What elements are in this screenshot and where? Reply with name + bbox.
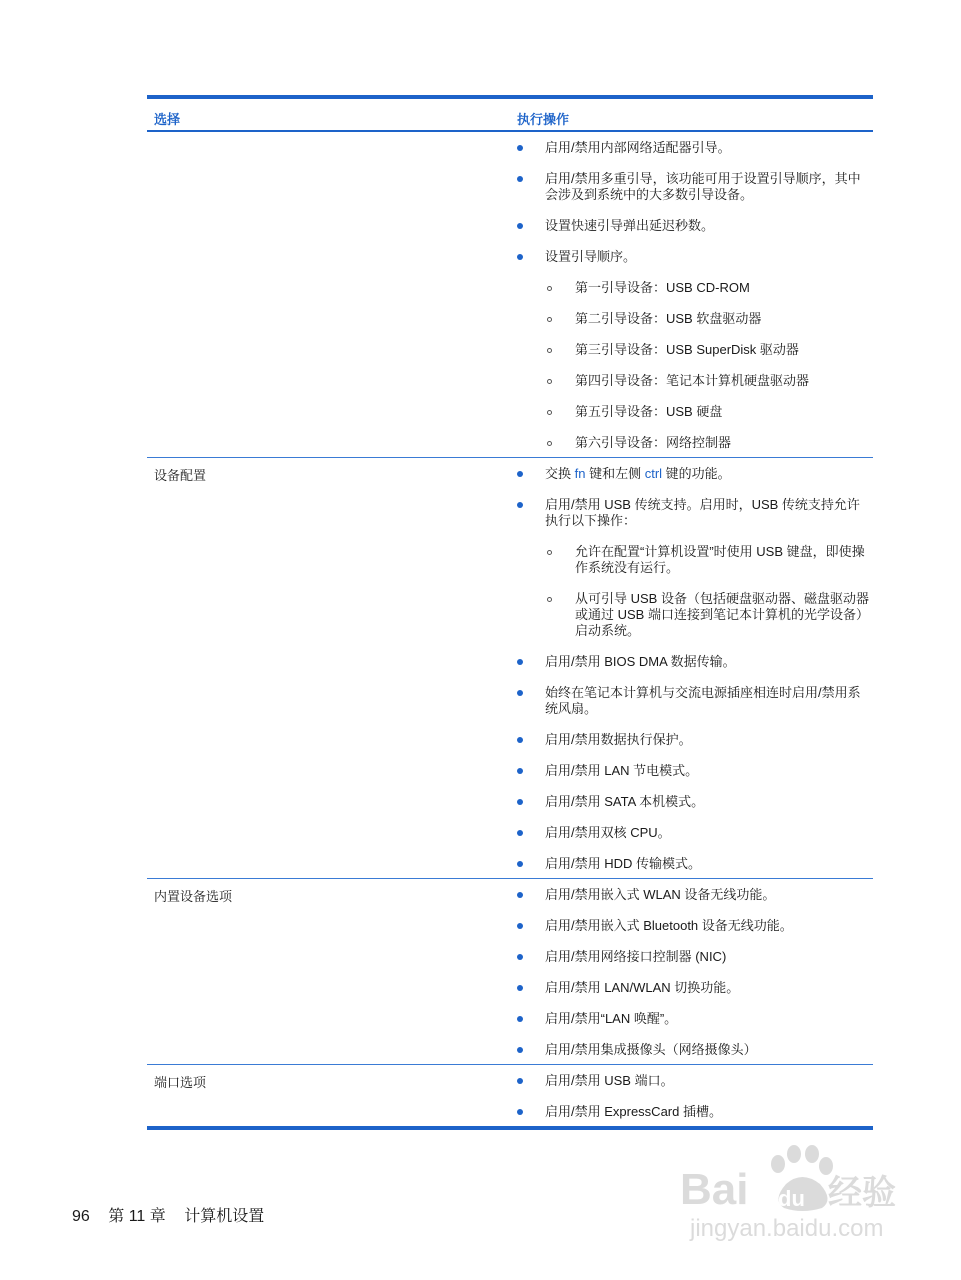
section-label: 内置设备选项 [154, 889, 233, 904]
bullet-list-item: 启用/禁用 USB 端口。 [517, 1073, 873, 1089]
chapter-number: 第 11 章 [108, 1208, 166, 1225]
bullet-list-item: 设置快速引导弹出延迟秒数。 [517, 218, 873, 234]
sub-list-item: 第三引导设备：USB SuperDisk 驱动器 [547, 342, 873, 358]
table-bottom-rule [147, 1126, 873, 1130]
bullet-list-item: 启用/禁用 LAN/WLAN 切换功能。 [517, 980, 873, 996]
section-items [517, 458, 873, 878]
sub-list-item: 第五引导设备：USB 硬盘 [547, 404, 873, 420]
table-header [147, 99, 873, 130]
section-label: 设备配置 [154, 468, 207, 483]
table-body [147, 132, 873, 1126]
key-name: ctrl [644, 466, 663, 481]
sub-list-item: 第二引导设备：USB 软盘驱动器 [547, 311, 873, 327]
header-col-action: 执行操作 [517, 112, 570, 127]
bullet-list-item: 启用/禁用数据执行保护。 [517, 732, 873, 748]
table-section [147, 1065, 873, 1126]
item-text-part: 键和左侧 [585, 466, 645, 481]
bullet-list-item: 启用/禁用 LAN 节电模式。 [517, 763, 873, 779]
sub-list-item: 允许在配置“计算机设置”时使用 USB 键盘，即使操作系统没有运行。 [547, 544, 873, 576]
chapter-title: 计算机设置 [184, 1208, 265, 1225]
bullet-list-item: 启用/禁用 BIOS DMA 数据传输。 [517, 654, 873, 670]
sub-list-item: 第一引导设备：USB CD-ROM [547, 280, 873, 296]
watermark-brand-du: du [778, 1186, 805, 1211]
section-label: 端口选项 [154, 1075, 207, 1090]
bullet-list-item: 始终在笔记本计算机与交流电源插座相连时启用/禁用系统风扇。 [517, 685, 873, 717]
bullet-list-item: 启用/禁用内部网络适配器引导。 [517, 140, 873, 156]
section-items [517, 1065, 873, 1126]
key-name: fn [574, 466, 586, 481]
item-text-part: 键的功能。 [662, 466, 731, 481]
bullet-list-item: 启用/禁用“LAN 唤醒”。 [517, 1011, 873, 1027]
bullet-list-item: 启用/禁用集成摄像头（网络摄像头） [517, 1042, 873, 1058]
table-section [147, 132, 873, 458]
watermark-url: jingyan.baidu.com [690, 1215, 884, 1242]
bullet-list-item: 启用/禁用嵌入式 WLAN 设备无线功能。 [517, 887, 873, 903]
page-number: 96 [72, 1208, 90, 1225]
settings-table [147, 95, 873, 1130]
bullet-list-item: 启用/禁用多重引导，该功能可用于设置引导顺序，其中会涉及到系统中的大多数引导设备。 [517, 171, 873, 203]
sub-list-item: 第四引导设备：笔记本计算机硬盘驱动器 [547, 373, 873, 389]
bullet-list-item: 启用/禁用网络接口控制器 (NIC) [517, 949, 873, 965]
bullet-list-item: 启用/禁用 SATA 本机模式。 [517, 794, 873, 810]
bullet-list-item: 启用/禁用双核 CPU。 [517, 825, 873, 841]
page-footer [72, 1203, 278, 1226]
table-section [147, 879, 873, 1065]
watermark-jingyan: 经验 [828, 1173, 896, 1213]
bullet-list-item [517, 466, 873, 482]
sub-list-item: 第六引导设备：网络控制器 [547, 435, 873, 451]
header-col-selection: 选择 [154, 112, 181, 127]
bullet-list-item: 启用/禁用 HDD 传输模式。 [517, 856, 873, 872]
bullet-list-item: 设置引导顺序。 [517, 249, 873, 265]
item-text-part: 交换 [545, 466, 575, 481]
section-items [517, 132, 873, 457]
sub-list-item: 从可引导 USB 设备（包括硬盘驱动器、磁盘驱动器或通过 USB 端口连接到笔记本计算机的光学设备）启动系统。 [547, 591, 873, 639]
table-section [147, 458, 873, 879]
section-items [517, 879, 873, 1064]
watermark-brand: Bai [680, 1165, 749, 1214]
bullet-list-item: 启用/禁用嵌入式 Bluetooth 设备无线功能。 [517, 918, 873, 934]
bullet-list-item: 启用/禁用 ExpressCard 插槽。 [517, 1104, 873, 1120]
bullet-list-item: 启用/禁用 USB 传统支持。启用时，USB 传统支持允许执行以下操作： [517, 497, 873, 529]
baidu-watermark-logo [676, 1142, 906, 1242]
